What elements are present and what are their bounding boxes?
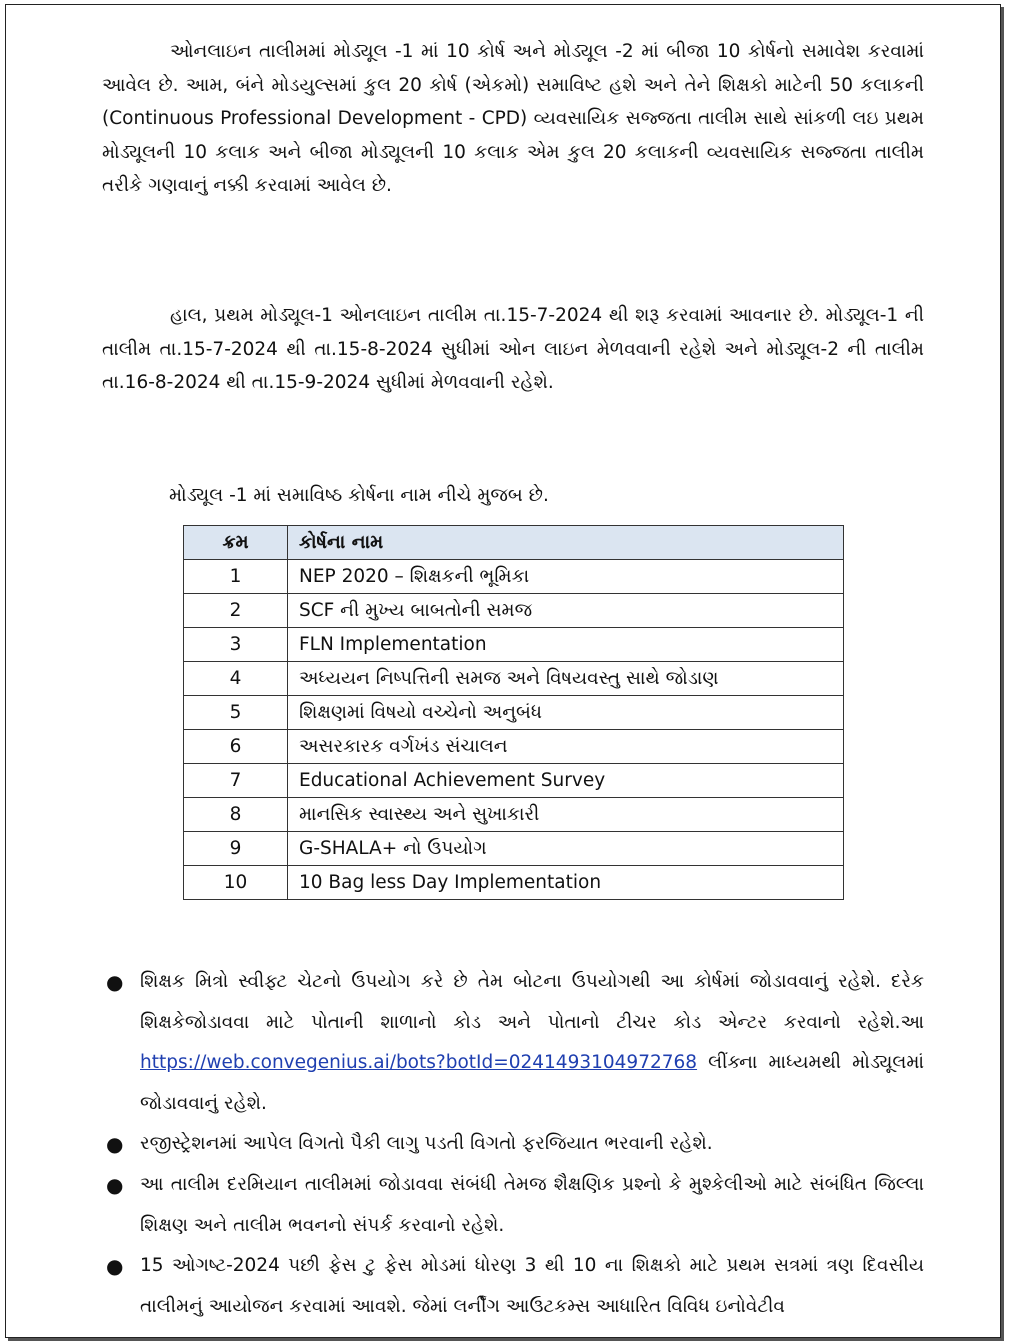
- bullet-icon: ●: [106, 970, 124, 994]
- row-course-name: અધ્યયન નિષ્પત્તિની સમજ અને વિષયવસ્તુ સાથે જોડાણ: [288, 662, 844, 696]
- column-header-serial: ક્રમ: [184, 526, 288, 560]
- paragraph-modules-overview: ઓનલાઇન તાલીમમાં મોડ્યૂલ -1 માં 10 કોર્ષ અને મોડ્યૂલ -2 માં બીજા 10 કોર્ષનો સમાવેશ કરવામાં આવેલ છે. આમ, બંને મોડયુલ્સમાં કુલ 20 કોર્ષ (એકમો) સમાવિષ્ટ હશે અને તેને શિક્ષકો માટેની 50 કલાકની (Continuous Professional Development - CPD) વ્યવસાયિક સજ્જતા તાલીમ સાથે સાંકળી લઇ પ્રથમ મોડ્યૂલની 10 કલાક અને બીજા મોડ્યૂલની 10 કલાક એમ કુલ 20 કલાકની વ્યવસાયિક સજ્જતા તાલીમ તરીકે ગણવાનું નક્કી કરવામાં આવેલ છે.: [102, 41, 924, 197]
- table-row: [184, 662, 844, 696]
- row-serial: 10: [184, 866, 288, 900]
- row-course-name: અસરકારક વર્ગખંડ સંચાલન: [288, 730, 844, 764]
- list-item: [102, 1124, 924, 1165]
- row-serial: 5: [184, 696, 288, 730]
- bullet-icon: ●: [106, 1254, 124, 1279]
- row-course-name: NEP 2020 – શિક્ષકની ભૂમિકા: [288, 560, 844, 594]
- table-row: [184, 832, 844, 866]
- course-list-intro: મોડ્યૂલ -1 માં સમાવિષ્ઠ કોર્ષના નામ નીચે મુજબ છે.: [169, 485, 549, 506]
- row-course-name: Educational Achievement Survey: [288, 764, 844, 798]
- table-row: [184, 866, 844, 900]
- column-header-course-name: કોર્ષના નામ: [288, 526, 844, 560]
- bullet-text-registration-bot-end: લીંક્ના માધ્યમથી મોડ્યૂલમાં જોડાવવાનું રહેશે.: [140, 1052, 924, 1114]
- instructions-list: [102, 962, 924, 1327]
- paragraph-schedule: હાલ, પ્રથમ મોડ્યૂલ-1 ઓનલાઇન તાલીમ તા.15-7-2024 થી શરૂ કરવામાં આવનાર છે. મોડ્યૂલ-1 ની તાલીમ તા.15-7-2024 થી તા.15-8-2024 સુધીમાં ઓન લાઇન મેળવવાની રહેશે અને મોડ્યૂલ-2 ની તાલીમ તા.16-8-2024 થી તા.15-9-2024 સુધીમાં મેળવવાની રહેશે.: [102, 305, 924, 394]
- row-course-name: G-SHALA+ નો ઉપયોગ: [288, 832, 844, 866]
- row-course-name: શિક્ષણમાં વિષયો વચ્ચેનો અનુબંધ: [288, 696, 844, 730]
- list-item: [102, 1165, 924, 1246]
- table-row: [184, 594, 844, 628]
- table-row: [184, 798, 844, 832]
- row-serial: 2: [184, 594, 288, 628]
- row-course-name: SCF ની મુખ્ય બાબતોની સમજ: [288, 594, 844, 628]
- row-serial: 8: [184, 798, 288, 832]
- bullet-icon: ●: [106, 1132, 124, 1157]
- bullet-icon: ●: [106, 1172, 124, 1197]
- table-row: [184, 730, 844, 764]
- document-page: [5, 4, 1001, 1338]
- table-row: [184, 560, 844, 594]
- bullet-text-face-to-face: 15 ઓગષ્ટ-2024 પછી ફેસ ટુ ફેસ મોડમાં ધોરણ 3 થી 10 ના શિક્ષકો માટે પ્રથમ સત્રમાં ત્રણ દિવસીય તાલીમનું આયોજન કરવામાં આવશે. જેમાં લર્નીંગ આઉટકમ્સ આધારિત વિવિધ ઇનોવેટીવ: [140, 1255, 924, 1317]
- table-row: [184, 696, 844, 730]
- table-row: [184, 628, 844, 662]
- course-table: [183, 525, 844, 900]
- row-serial: 1: [184, 560, 288, 594]
- row-serial: 7: [184, 764, 288, 798]
- row-serial: 3: [184, 628, 288, 662]
- table-header-row: [184, 526, 844, 560]
- bullet-text-registration-bot: શિક્ષક મિત્રો સ્વીફ્ટ ચેટનો ઉપયોગ કરે છે તેમ બોટના ઉપયોગથી આ કોર્ષમાં જોડાવવાનું રહેશે. દરેક શિક્ષકેજોડાવવા માટે પોતાની શાળાનો કોડ અને પોતાનો ટીચર કોડ એન્ટર કરવાનો રહેશે.આ: [140, 971, 924, 1033]
- list-item: [102, 962, 924, 1124]
- list-item: [102, 1246, 924, 1327]
- bot-registration-link[interactable]: https://web.convegenius.ai/bots?botId=0241493104972768: [140, 1052, 698, 1074]
- row-serial: 9: [184, 832, 288, 866]
- bullet-text-contact: આ તાલીમ દરમિયાન તાલીમમાં જોડાવવા સંબંધી તેમજ શૈક્ષણિક પ્રશ્નો કે મુશ્કેલીઓ માટે સંબંધિત જિલ્લા શિક્ષણ અને તાલીમ ભવનનો સંપર્ક કરવાનો રહેશે.: [140, 1173, 924, 1236]
- row-course-name: 10 Bag less Day Implementation: [288, 866, 844, 900]
- row-serial: 4: [184, 662, 288, 696]
- row-serial: 6: [184, 730, 288, 764]
- table-row: [184, 764, 844, 798]
- row-course-name: FLN Implementation: [288, 628, 844, 662]
- row-course-name: માનસિક સ્વાસ્થ્ય અને સુખાકારી: [288, 798, 844, 832]
- bullet-text-registration-details: રજીસ્ટ્રેશનમાં આપેલ વિગતો પૈકી લાગુ પડતી વિગતો ફરજિયાત ભરવાની રહેશે.: [140, 1133, 713, 1155]
